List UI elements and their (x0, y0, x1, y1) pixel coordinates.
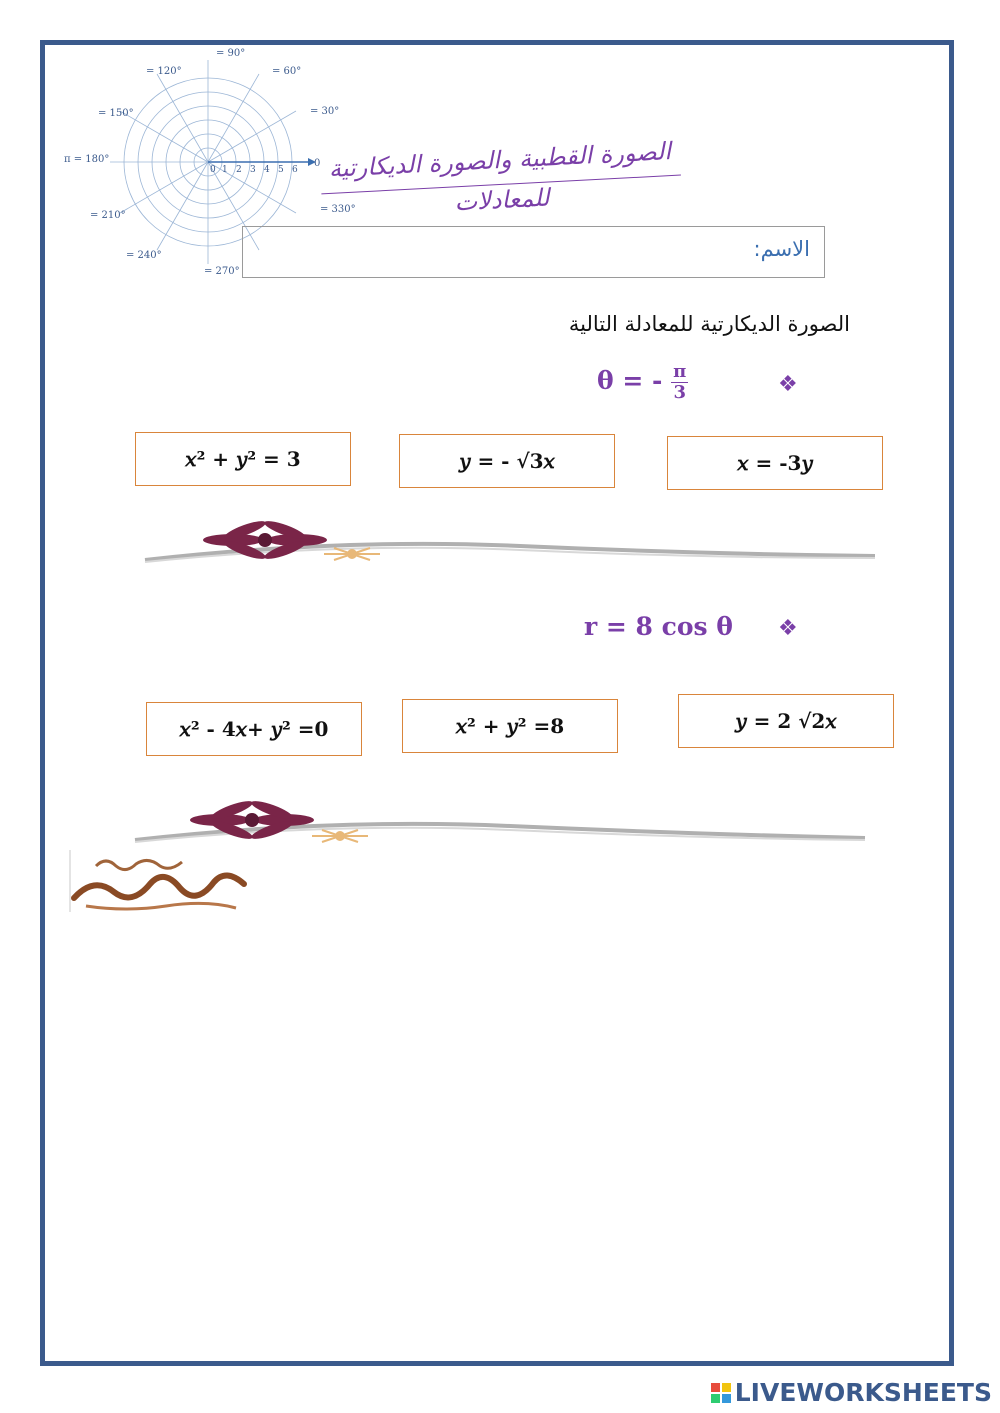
tick-label: 4 (264, 165, 270, 175)
angle-label-330: = 330° (320, 204, 356, 215)
tick-label: 1 (222, 165, 228, 175)
answer-rhs: 𝑦 (801, 451, 813, 475)
answer-option-q2-c[interactable] (678, 694, 894, 748)
tick-label: 0 (210, 165, 216, 175)
question1-denominator: 3 (673, 382, 686, 403)
answer-rhs: 3 (286, 447, 301, 471)
brand-text: LIVEWORKSHEETS (734, 1378, 992, 1407)
angle-label-120: = 120° (146, 66, 182, 77)
name-field[interactable] (242, 226, 825, 278)
liveworksheets-logo (711, 1378, 992, 1407)
answer-option-q1-a[interactable] (135, 432, 351, 486)
answer-rhs: 𝑥 (543, 449, 555, 473)
question1-numerator: π (673, 361, 687, 382)
flower-divider (140, 512, 880, 572)
answer-option-q2-b[interactable] (402, 699, 618, 753)
answer-option-q2-a[interactable] (146, 702, 362, 756)
tick-label: 5 (278, 165, 284, 175)
angle-label-210: = 210° (90, 210, 126, 221)
angle-label-240: = 240° (126, 250, 162, 261)
tick-label: 6 (292, 165, 298, 175)
answer-option-q1-b[interactable] (399, 434, 615, 488)
angle-label-270: = 270° (204, 266, 240, 277)
angle-label-30: = 30° (310, 106, 340, 117)
answer-lhs: 𝑦 = 2 √2 (735, 709, 826, 733)
angle-label-60: = 60° (272, 66, 302, 77)
question2-equation: r = 8 cos θ (584, 612, 733, 641)
answer-lhs: 𝑥² + 𝑦² = (185, 447, 280, 471)
bullet-diamond-icon: ❖ (778, 616, 798, 641)
answer-rhs: 8 (550, 714, 565, 738)
angle-label-90: = 90° (216, 48, 246, 59)
question1-fraction (671, 362, 688, 403)
teacher-signature-image (66, 846, 256, 916)
logo-square (711, 1394, 720, 1403)
answer-lhs: 𝑥² + 𝑦² = (455, 714, 551, 738)
answer-lhs: 𝑥² - 4𝑥+ 𝑦² = (179, 717, 315, 741)
flower-divider (130, 794, 870, 854)
question1-lhs: θ = - (597, 366, 663, 395)
answer-rhs: 𝑥 (825, 709, 837, 733)
logo-square (711, 1383, 720, 1392)
instruction-text: الصورة الديكارتية للمعادلة التالية (568, 312, 850, 336)
answer-lhs: 𝑦 = - √3 (459, 449, 544, 473)
answer-option-q1-c[interactable] (667, 436, 883, 490)
worksheet-title: الصورة القطبية والصورة الديكارتية للمعادلات (319, 131, 681, 195)
bullet-diamond-icon: ❖ (778, 372, 798, 397)
name-label: الاسم: (753, 237, 810, 261)
logo-square (722, 1394, 731, 1403)
angle-label-0: 0 (314, 158, 321, 169)
logo-square (722, 1383, 731, 1392)
angle-label-150: = 150° (98, 108, 134, 119)
tick-label: 2 (236, 165, 242, 175)
answer-lhs: 𝑥 = -3 (737, 451, 802, 475)
question1-equation (597, 362, 688, 403)
angle-label-180: π = 180° (64, 154, 110, 165)
small-flower-icon (312, 830, 368, 842)
answer-rhs: 0 (314, 717, 329, 741)
tick-label: 3 (250, 165, 256, 175)
logo-grid-icon (711, 1383, 731, 1403)
